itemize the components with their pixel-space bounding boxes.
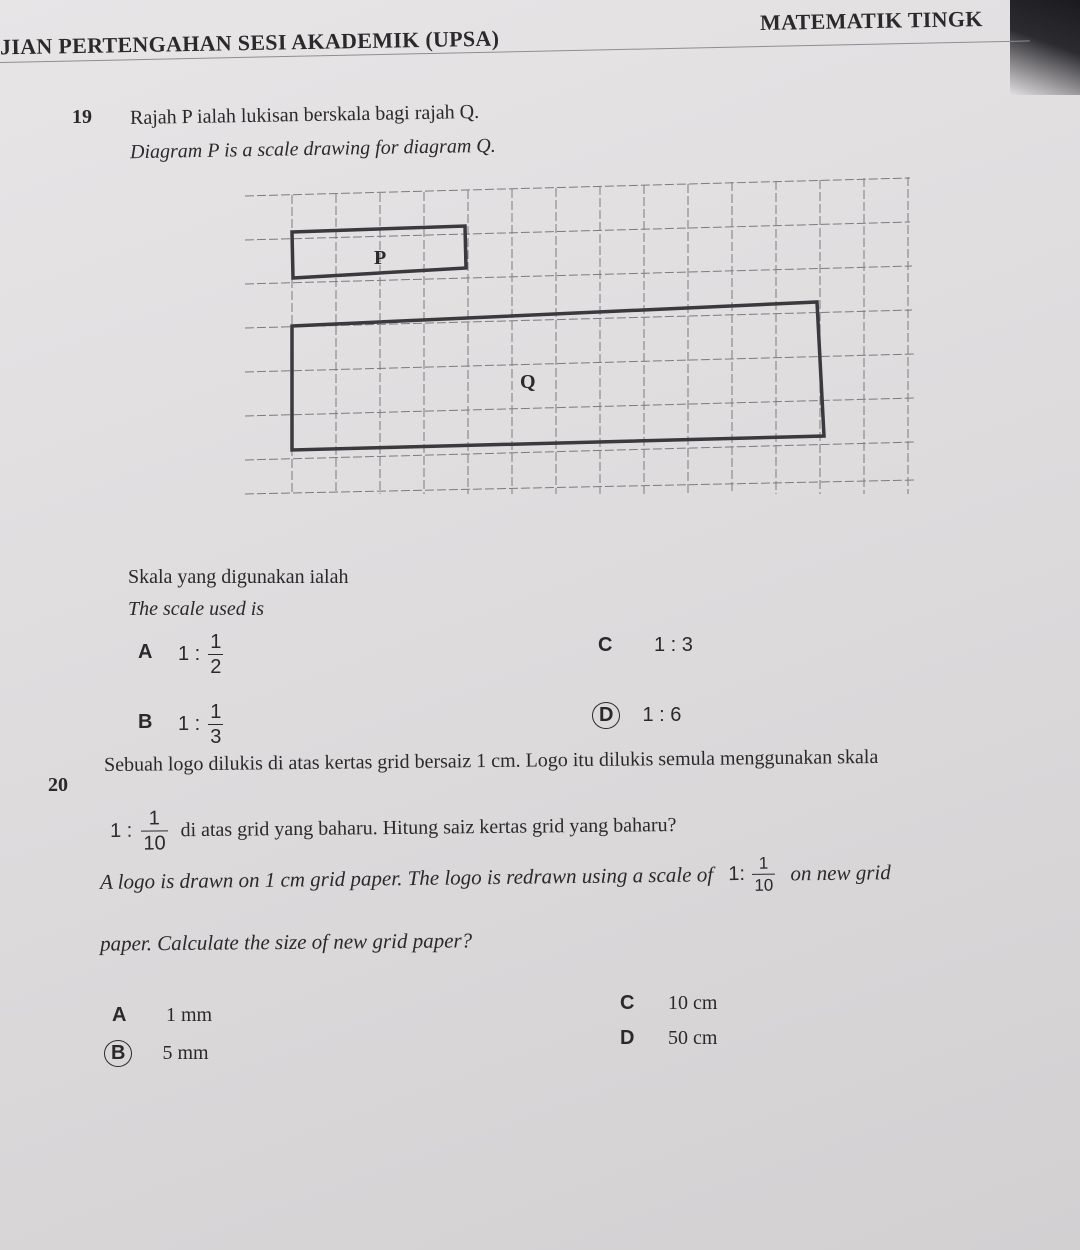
question-20-number: 20 [48,774,68,796]
q19-option-d-letter-circled: D [592,702,620,729]
question-20-stem-ms-line1: Sebuah logo dilukis di atas kertas grid bersaiz 1 cm. Logo itu dilukis semula menggunakan skala [103,745,879,777]
question-19-prompt-ms: Skala yang digunakan ialah [128,566,349,588]
diagram-p-label: P [374,247,387,269]
question-20-stem-en-line1: A logo is drawn on 1 cm grid paper. The logo is redrawn using a scale of 1: $\frac{1}{10}$ on new grid [99,853,891,895]
q19-option-a-prefix: 1 : [178,643,201,665]
q19-option-d[interactable] [592,702,681,729]
q20-option-c[interactable] [620,992,717,1015]
q20-option-b-letter-circled: B [104,1040,132,1067]
q20-option-b[interactable] [104,1040,209,1067]
q19-option-d-value: 1 : 6 [642,704,682,726]
question-20-stem-en-line2: paper. Calculate the size of new grid paper? [99,928,473,956]
q20-option-a[interactable] [112,1004,212,1027]
q20-option-a-letter: A [112,1004,127,1026]
q20-scale-prefix: 1 : [109,819,133,842]
question-19-prompt-en: The scale used is [128,598,265,620]
q19-option-a[interactable] [138,632,223,677]
diagram-q-label: Q [520,371,536,393]
scale-drawing-grid [240,160,925,505]
q20-option-d-value: 50 cm [668,1027,718,1049]
q20-en-scale-fraction: $\frac{1}{10}$ [752,855,775,894]
q20-option-a-value: 1 mm [166,1004,213,1026]
q19-option-b-fraction: $\frac{1}{3}$ [210,701,222,748]
q19-option-c[interactable] [598,634,693,657]
question-19-number: 19 [72,106,92,128]
question-20-stem-ms-line2: 1 : $\frac{1}{10}$ di atas grid yang baharu. Hitung saiz kertas grid yang baharu? [109,807,677,855]
q20-option-d-letter: D [620,1027,635,1049]
question-19-stem-ms: Rajah P ialah lukisan berskala bagi rajah Q. [129,100,480,130]
q19-option-a-fraction: $\frac{1}{2}$ [210,631,222,678]
q20-option-c-letter: C [620,992,635,1014]
q20-option-d[interactable] [620,1027,717,1050]
exam-title-header: JIAN PERTENGAHAN SESI AKADEMIK (UPSA) [0,25,500,60]
question-19-stem-en: Diagram P is a scale drawing for diagram Q. [129,134,496,164]
q20-scale-fraction: $\frac{1}{10}$ [141,808,168,853]
q19-option-b[interactable] [138,702,223,747]
q19-option-c-letter: C [598,634,613,656]
q20-option-b-value: 5 mm [162,1042,209,1064]
q19-option-b-letter: B [138,711,153,734]
page-corner-shadow [1010,0,1080,95]
q19-option-c-value: 1 : 3 [654,634,693,656]
q19-option-b-prefix: 1 : [178,713,201,735]
q20-option-c-value: 10 cm [668,992,718,1014]
q19-option-a-letter: A [138,641,153,664]
subject-header: MATEMATIK TINGK [759,6,983,35]
